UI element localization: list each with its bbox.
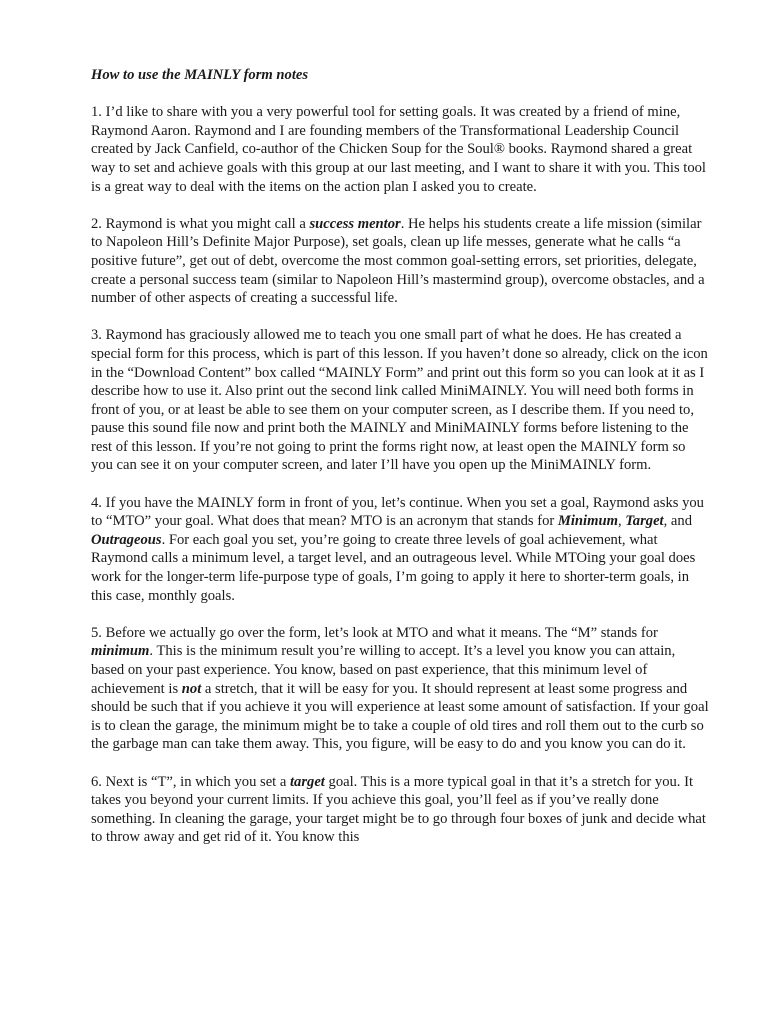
paragraph-3-text: 3. Raymond has graciously allowed me to teach you one small part of what he does. He has created a special form for this process, which is part of this lesson. If you haven’t done so already, click on the icon in the “Download Content” box called “MAINLY Form” and print out this form so you can look at it as I describe how to use it. Also print out the second link called MiniMAINLY. You will need both forms in front of you, or at least be able to see them on your computer screen, as I describe them. If you need to, pause this sound file now and print both the MAINLY and MiniMAINLY forms before listening to the rest of this lesson. If you’re not going to print the forms right now, at least open the MAINLY form so you can see it on your computer screen, and later I’ll have you open up the MiniMAINLY form. [91, 327, 708, 474]
paragraph-4-emphasis-outrageous: Outrageous [91, 531, 162, 548]
paragraph-4-emphasis-minimum: Minimum [557, 513, 618, 530]
document-page [91, 66, 711, 866]
paragraph-6-text-a: 6. Next is “T”, in which you set a [91, 773, 290, 790]
paragraph-6 [91, 773, 711, 847]
paragraph-5-text-b: . This is the minimum result you’re willing to accept. It’s a level you know you can attain, based on your past experience. You know, based on past experience, that this minimum level of achievement is [91, 643, 676, 697]
paragraph-6-emphasis-target: target [290, 773, 325, 790]
paragraph-5-emphasis-not: not [181, 680, 202, 697]
paragraph-2-emphasis: success mentor [309, 215, 401, 232]
paragraph-5-emphasis-minimum: minimum [91, 643, 150, 660]
paragraph-1-text: 1. I’d like to share with you a very powerful tool for setting goals. It was created by a friend of mine, Raymond Aaron. Raymond and I are founding members of the Transformational Leadership Council created by Jack Canfield, co-author of the Chicken Soup for the Soul® books. Raymond shared a great way to set and achieve goals with this group at our last meeting, and I want to share it with you. This tool is a great way to deal with the items on the action plan I asked you to create. [91, 104, 706, 195]
document-title: How to use the MAINLY form notes [91, 67, 309, 83]
paragraph-2 [91, 215, 711, 308]
paragraph-6-text-b: goal. This is a more typical goal in that it’s a stretch for you. It takes you beyond your current limits. If you achieve this goal, you’ll feel as if you’ve really done something. In cleaning the garage, your target might be to go through four boxes of junk and decide what to throw away and get rid of it. You know this [91, 773, 706, 846]
paragraph-4-text-a: 4. If you have the MAINLY form in front of you, let’s continue. When you set a goal, Raymond asks you to “MTO” your goal. What does that mean? MTO is an acronym that stands for [91, 494, 704, 530]
paragraph-1 [91, 103, 711, 196]
paragraph-4-sep-2: , and [663, 513, 692, 530]
paragraph-2-text-a: 2. Raymond is what you might call a [91, 215, 310, 232]
paragraph-5-text-a: 5. Before we actually go over the form, let’s look at MTO and what it means. The “M” stands for [91, 624, 658, 641]
paragraph-5-text-c: a stretch, that it will be easy for you. It should represent at least some progress and should be such that if you achieve it you will experience at least some amount of satisfaction. If your goal is to clean the garage, the minimum might be to take a couple of old tires and roll them out to the curb so the garbage man can take them away. This, you figure, will be easy to do and you know you can do it. [91, 680, 709, 753]
paragraph-4-text-b: . For each goal you set, you’re going to create three levels of goal achievement, what Raymond calls a minimum level, a target level, and an outrageous level. While MTOing your goal does work for the longer-term life-purpose type of goals, I’m going to apply it here to shorter-term goals, in this case, monthly goals. [91, 531, 696, 604]
paragraph-2-text-b: . He helps his students create a life mission (similar to Napoleon Hill’s Definite Major Purpose), set goals, clean up life messes, generate what he calls “a positive future”, get out of debt, overcome the most common goal-setting errors, set priorities, delegate, create a personal success team (similar to Napoleon Hill’s mastermind group), overcome obstacles, and a number of other aspects of creating a successful life. [91, 215, 705, 307]
paragraph-5 [91, 624, 711, 754]
paragraph-4 [91, 494, 711, 606]
paragraph-3 [91, 326, 711, 475]
paragraph-4-sep-1: , [617, 513, 626, 530]
paragraph-4-emphasis-target: Target [625, 513, 664, 530]
